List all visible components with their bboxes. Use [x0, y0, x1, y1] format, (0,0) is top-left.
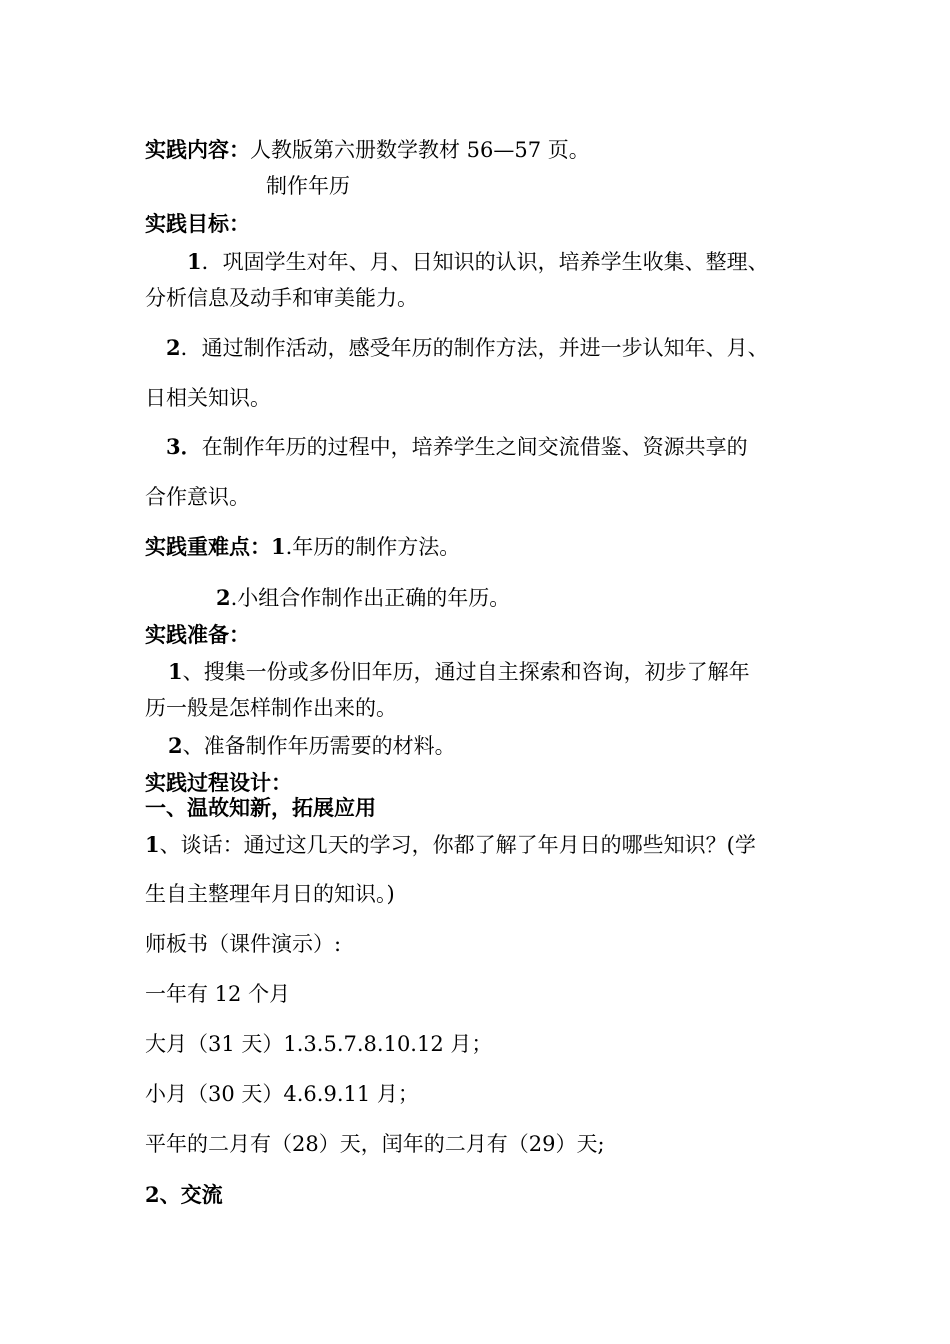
- key-point-1-text: .年历的制作方法。: [285, 535, 461, 559]
- goal-1-text-a: ．巩固学生对年、月、日知识的认识，培养学生收集、整理、: [201, 250, 769, 274]
- goal-3-line-a: [166, 436, 748, 458]
- key-points-label: 实践重难点：: [145, 534, 271, 559]
- content-label: 实践内容：: [145, 137, 250, 162]
- goal-2-line-b: 日相关知识。: [145, 386, 271, 410]
- board-line: 师板书（课件演示）:: [145, 932, 342, 956]
- months-line: 一年有 12 个月: [145, 982, 291, 1006]
- key-point-2-number: 2: [216, 585, 231, 610]
- prep-item-2-line: [168, 735, 456, 757]
- key-points-line-1: [145, 536, 460, 558]
- key-point-1-number: 1: [271, 534, 286, 559]
- goal-3-number: 3．: [166, 434, 202, 459]
- prep-item-1-line-b: 历一般是怎样制作出来的。: [145, 696, 397, 720]
- prep-item-1-number: 1: [168, 659, 183, 684]
- goal-2-line-a: [166, 337, 769, 359]
- prep-label: 实践准备：: [145, 622, 250, 647]
- content-line-1: [145, 139, 590, 161]
- prep-item-2-text: 、准备制作年历需要的材料。: [182, 734, 456, 758]
- february-line: 平年的二月有（28）天，闰年的二月有（29）天;: [145, 1132, 605, 1156]
- content-line-2: 制作年历: [266, 174, 350, 198]
- goal-1-number: 1: [187, 249, 202, 274]
- section-1-heading: 一、温故知新，拓展应用: [145, 795, 376, 820]
- small-months-line: 小月（30 天）4.6.9.11 月；: [145, 1082, 419, 1106]
- prep-item-2-number: 2: [168, 733, 183, 758]
- goal-2-text-a: ．通过制作活动，感受年历的制作方法，并进一步认知年、月、: [180, 336, 769, 360]
- goal-1-line-a: [187, 251, 769, 273]
- prep-item-1-text-a: 、搜集一份或多份旧年历，通过自主探索和咨询，初步了解年: [182, 660, 750, 684]
- goals-label: 实践目标：: [145, 211, 250, 236]
- goal-3-line-b: 合作意识。: [145, 485, 250, 509]
- goal-1-line-b: 分析信息及动手和审美能力。: [145, 286, 418, 310]
- key-point-2-text: .小组合作制作出正确的年历。: [230, 586, 511, 610]
- goal-2-number: 2: [166, 335, 181, 360]
- process-label: 实践过程设计：: [145, 770, 292, 795]
- talk-line-a: [145, 834, 756, 856]
- talk-text-a: 、谈话：通过这几天的学习，你都了解了年月日的哪些知识？(学: [159, 833, 756, 857]
- exchange-heading: 2、交流: [145, 1182, 223, 1207]
- prep-item-1-line-a: [168, 661, 750, 683]
- big-months-line: 大月（31 天）1.3.5.7.8.10.12 月；: [145, 1032, 493, 1056]
- key-points-line-2: [216, 587, 510, 609]
- goal-3-text-a: 在制作年历的过程中，培养学生之间交流借鉴、资源共享的: [201, 435, 748, 459]
- content-text-1: 人教版第六册数学教材 56—57 页。: [250, 138, 590, 162]
- talk-number: 1: [145, 832, 160, 857]
- talk-line-b: 生自主整理年月日的知识。): [145, 882, 395, 906]
